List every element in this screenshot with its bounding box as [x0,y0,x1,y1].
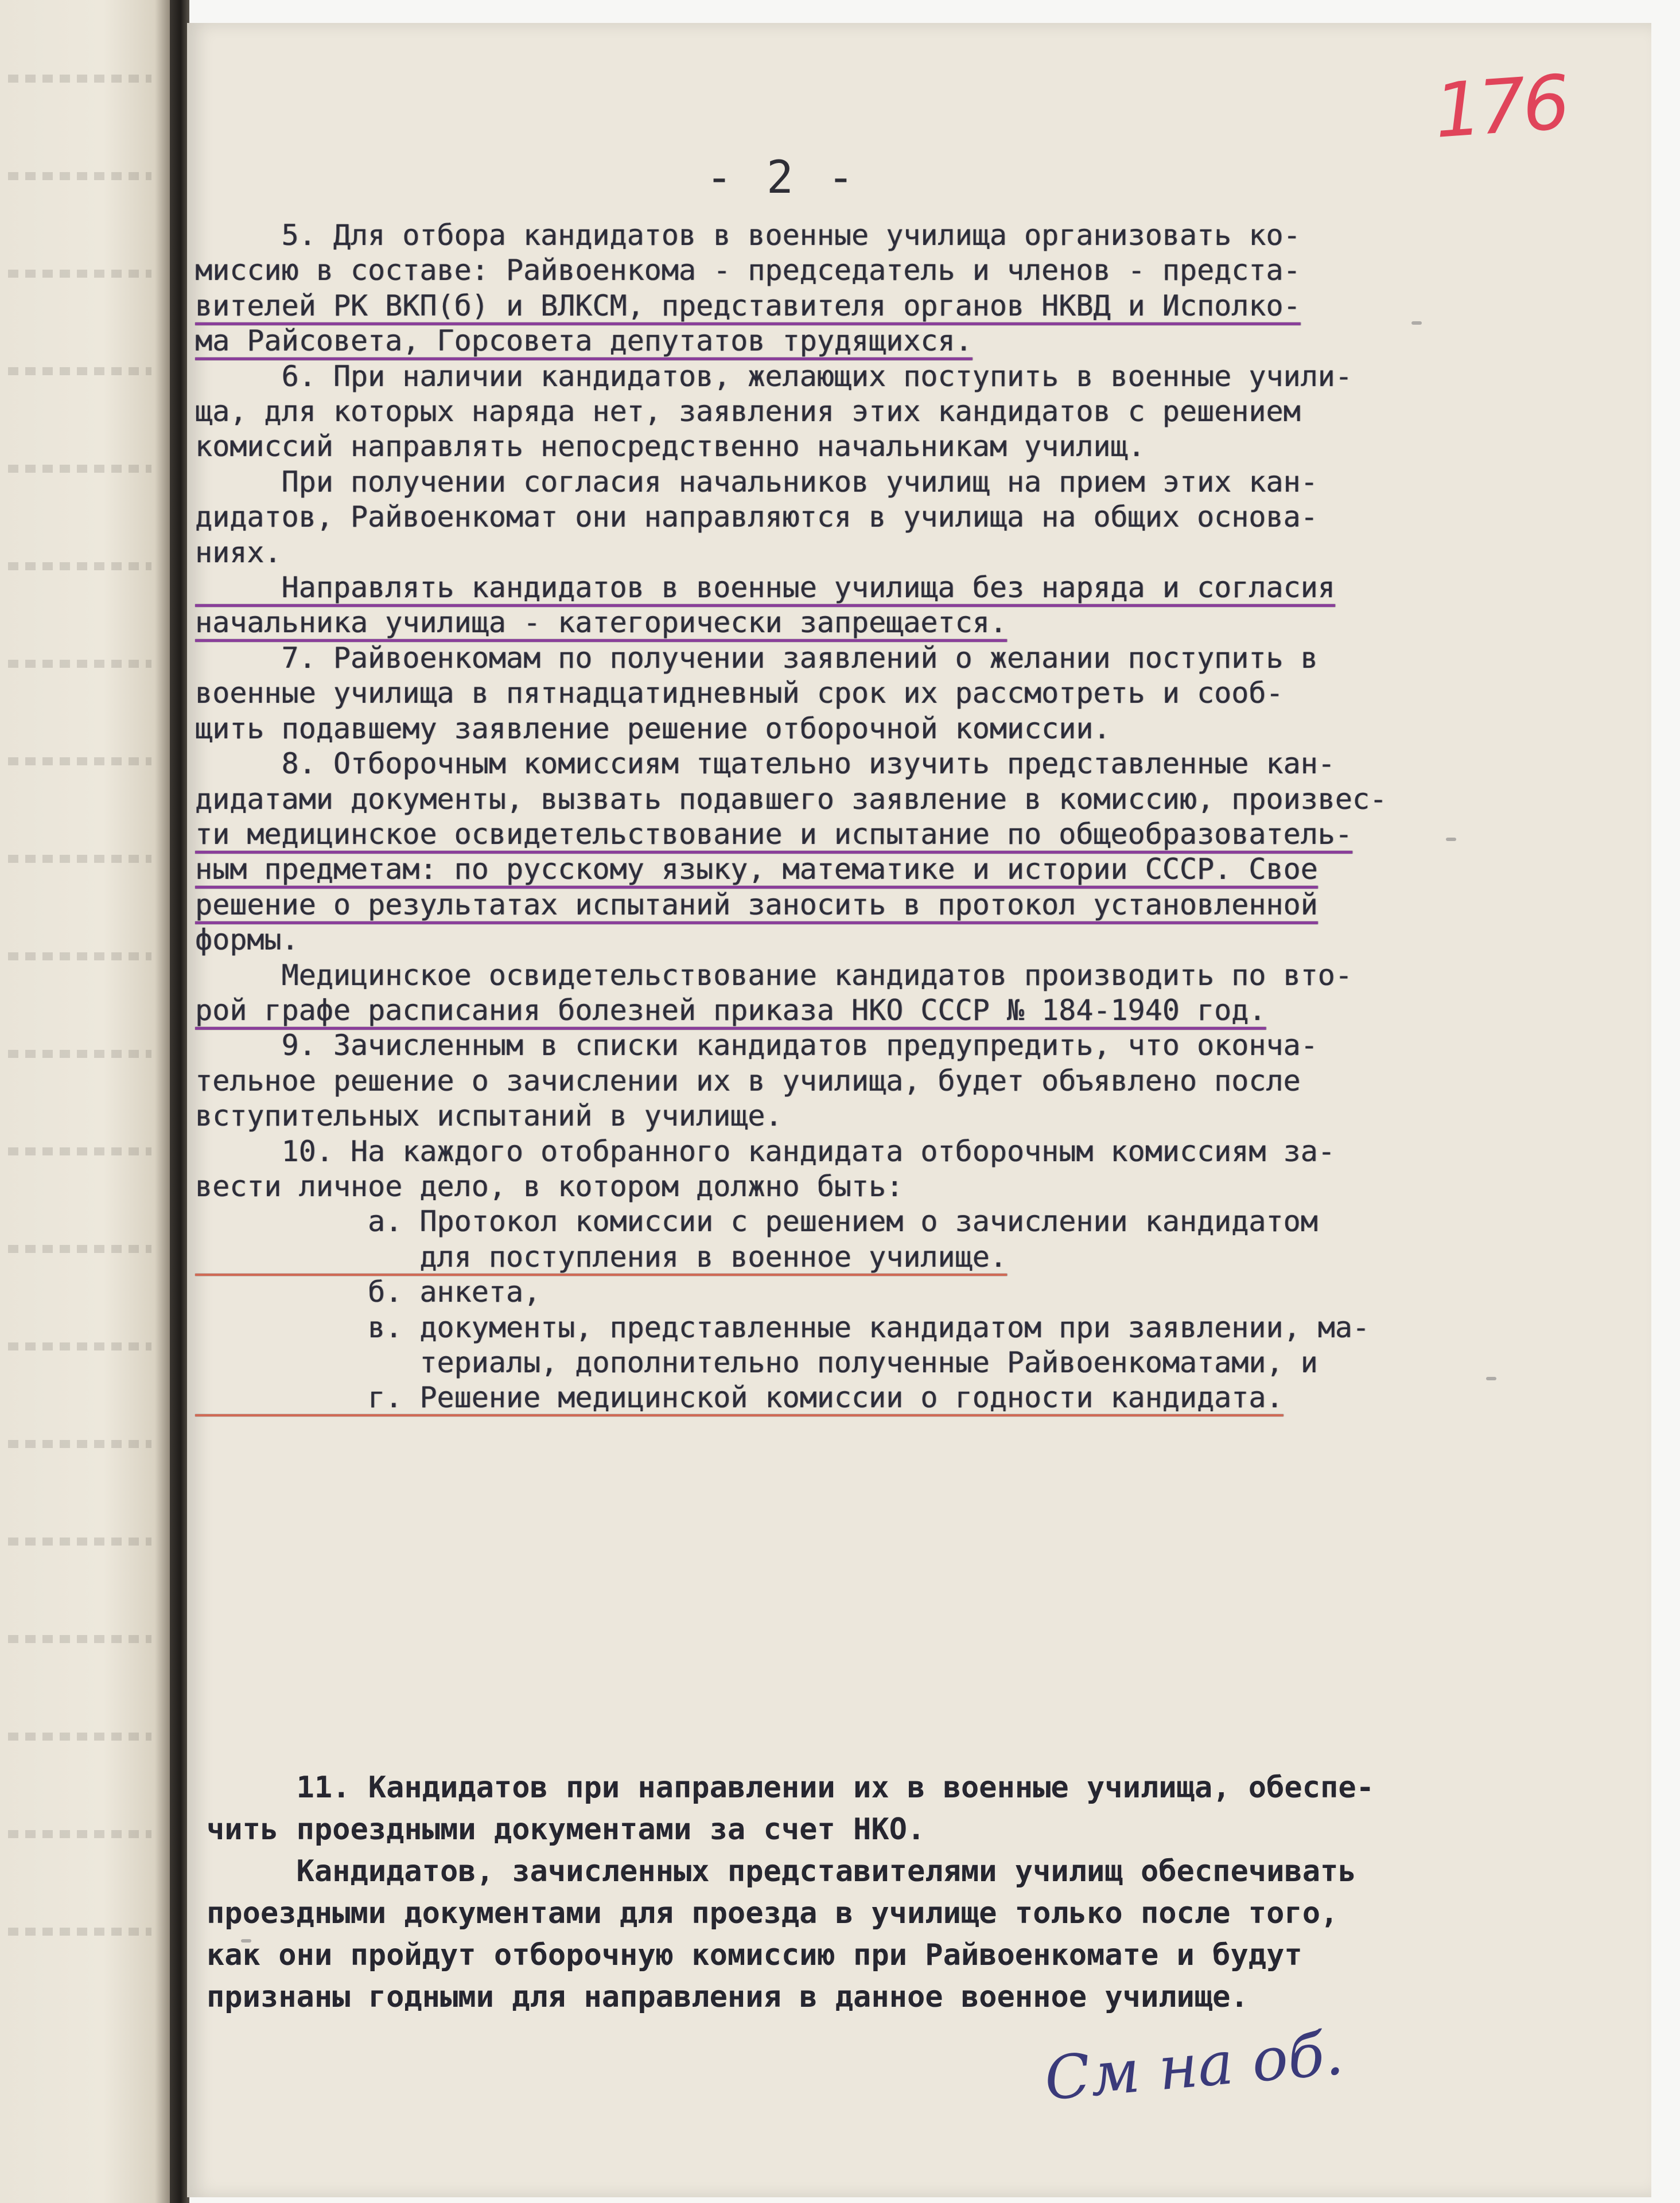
body-line: вителей РК ВКП(б) и ВЛКСМ, представителя органов НКВД и Исполко- [195,289,1301,322]
left-page-strip [0,0,172,2203]
body-line: ти медицинское освидетельствование и испытание по общеобразователь- [195,817,1352,851]
typed-body [195,218,1532,1416]
body-line: териалы, дополнительно полученные Райвоенкоматами, и [195,1346,1318,1379]
body-line: ниях. [195,535,282,569]
bottom-line: проездными документами для проезда в училище только после того, [207,1896,1339,1930]
body-line: комиссий направлять непосредственно начальникам училищ. [195,430,1145,464]
bottom-line: чить проездными документами за счет НКО. [207,1812,925,1847]
handwritten-note: См на об. [1041,2018,1346,2114]
body-line: дидатов, Райвоенкомат они направляются в училища на общих основа- [195,500,1318,534]
typed-bottom-block [207,1767,1543,2018]
ink-speck [1446,838,1456,841]
bottom-line: 11. Кандидатов при направлении их в военные училища, обеспе- [207,1770,1374,1805]
ink-speck [1486,1377,1496,1380]
body-line: Медицинское освидетельствование кандидатов производить по вто- [195,958,1352,992]
page-number: - 2 - [706,152,858,204]
body-line: 7. Райвоенкомам по получении заявлений о желании поступить в [195,641,1318,675]
body-line: а. Протокол комиссии с решением о зачислении кандидатом [195,1205,1318,1239]
body-line: щить подавшему заявление решение отборочной комиссии. [195,711,1111,745]
bottom-line: как они пройдут отборочную комиссию при Райвоенкомате и будут [207,1938,1302,1972]
body-line: решение о результатах испытаний заносить в протокол установленной [195,888,1318,921]
body-line: б. анкета, [195,1275,541,1309]
body-line: в. документы, представленные кандидатом при заявлении, ма- [195,1310,1370,1344]
body-line: тельное решение о зачислении их в училища, будет объявлено после [195,1064,1301,1097]
ink-speck [1411,321,1422,325]
body-line: дидатами документы, вызвать подавшего заявление в комиссию, произвес- [195,782,1387,816]
bottom-line: признаны годными для направления в данное военное училище. [207,1980,1249,2014]
body-line: 5. Для отбора кандидатов в военные училища организовать ко- [195,219,1301,252]
body-line: ным предметам: по русскому языку, математике и истории СССР. Свое [195,853,1318,886]
body-line: начальника училища - категорически запрещается. [195,606,1007,640]
body-line: ма Райсовета, Горсовета депутатов трудящихся. [195,324,973,358]
body-line: формы. [195,923,299,957]
body-line: миссию в составе: Райвоенкома - председатель и членов - предста- [195,254,1301,287]
body-line: ща, для которых наряда нет, заявления этих кандидатов с решением [195,395,1301,429]
body-line: 10. На каждого отобранного кандидата отборочным комиссиям за- [195,1134,1335,1168]
body-line: 6. При наличии кандидатов, желающих поступить в военные учили- [195,359,1352,393]
body-line: вступительных испытаний в училище. [195,1099,783,1133]
bottom-line: Кандидатов, зачисленных представителями училищ обеспечивать [207,1854,1356,1889]
body-line: 8. Отборочным комиссиям тщательно изучить представленные кан- [195,747,1335,781]
body-line: г. Решение медицинской комиссии о годности кандидата. [195,1381,1284,1415]
body-line: Направлять кандидатов в военные училища без наряда и согласия [195,571,1335,605]
body-line: для поступления в военное училище. [195,1240,1007,1274]
body-line: рой графе расписания болезней приказа НКО СССР № 184-1940 год. [195,993,1266,1027]
body-line: вести личное дело, в котором должно быть: [195,1169,904,1203]
body-line: При получении согласия начальников училищ на прием этих кан- [195,465,1318,499]
binding-gutter [170,0,189,2203]
ink-speck [241,1939,251,1943]
body-line: 9. Зачисленным в списки кандидатов предупредить, что оконча- [195,1029,1318,1062]
archive-folio-number: 176 [1431,59,1570,155]
body-line: военные училища в пятнадцатидневный срок их рассмотреть и сооб- [195,676,1284,710]
